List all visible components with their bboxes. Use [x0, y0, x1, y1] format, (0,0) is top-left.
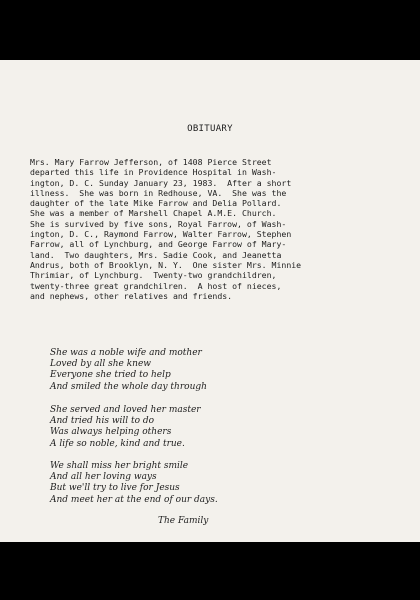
- paragraph-line: She is survived by five sons, Royal Farrow, of Wash-: [30, 218, 287, 229]
- poem-line: But we'll try to live for Jesus: [50, 483, 180, 494]
- paragraph-line: and nephews, other relatives and friends.: [30, 290, 233, 301]
- poem-line: And meet her at the end of our days.: [50, 494, 218, 505]
- poem-line: And all her loving ways: [50, 472, 157, 483]
- paragraph-line: twenty-three great grandchilren. A host of nieces,: [30, 280, 282, 291]
- poem-line: Everyone she tried to help: [50, 370, 171, 381]
- poem-line: A life so noble, kind and true.: [50, 438, 185, 449]
- poem-line: She served and loved her master: [50, 405, 201, 415]
- obituary-paragraph: [30, 157, 402, 301]
- paragraph-line: daughter of the late Mike Farrow and Delia Pollard.: [30, 198, 282, 209]
- paragraph-line: Thrimiar, of Lynchburg. Twenty-two grandchildren,: [30, 270, 277, 281]
- paragraph-line: illness. She was born in Redhouse, VA. She was the: [30, 187, 287, 198]
- poem-line: She was a noble wife and mother: [50, 348, 202, 358]
- poem-line: And smiled the whole day through: [50, 381, 207, 392]
- document-title: OBITUARY: [187, 124, 233, 134]
- poem-stanza-2: [50, 405, 390, 450]
- poem-line: And tried his will to do: [50, 416, 155, 427]
- paragraph-line: Mrs. Mary Farrow Jefferson, of 1408 Pierce Street: [30, 157, 272, 167]
- document-page: [0, 60, 420, 542]
- paragraph-line: land. Two daughters, Mrs. Sadie Cook, and Jeanetta: [30, 249, 282, 260]
- paragraph-line: ington, D. C., Raymond Farrow, Walter Farrow, Stephen: [30, 229, 292, 240]
- poem-line: Loved by all she knew: [50, 359, 151, 370]
- signature: The Family: [158, 516, 209, 526]
- paragraph-line: departed this life in Providence Hospital in Wash-: [30, 167, 277, 178]
- poem-stanza-3: [50, 461, 390, 506]
- poem-stanza-1: [50, 348, 390, 393]
- paragraph-line: Andrus, both of Brooklyn, N. Y. One sister Mrs. Minnie: [30, 259, 302, 270]
- poem-line: Was always helping others: [50, 427, 172, 438]
- poem-line: We shall miss her bright smile: [50, 461, 189, 471]
- paragraph-line: She was a member of Marshell Chapel A.M.E. Church.: [30, 208, 277, 219]
- paragraph-line: Farrow, all of Lynchburg, and George Farrow of Mary-: [30, 239, 287, 250]
- paragraph-line: ington, D. C. Sunday January 23, 1983. After a short: [30, 177, 292, 188]
